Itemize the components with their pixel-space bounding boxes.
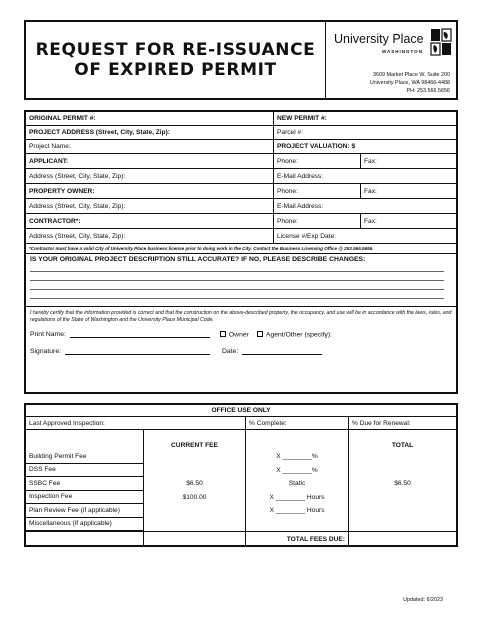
fee-row bbox=[26, 450, 456, 464]
row-applicant-address bbox=[26, 169, 456, 184]
row-contractor-address bbox=[26, 229, 456, 244]
signature-row bbox=[30, 347, 452, 355]
contractor-address-field[interactable]: Address (Street, City, State, Zip): bbox=[26, 229, 274, 243]
fee-calc[interactable]: X ________% bbox=[246, 450, 349, 464]
pct-due-field[interactable]: % Due for Renewal: bbox=[352, 419, 411, 427]
fee-row bbox=[26, 491, 456, 505]
fee-label: Inspection Fee bbox=[26, 491, 144, 505]
form-header bbox=[24, 20, 458, 100]
fee-label: SSBC Fee bbox=[26, 477, 144, 491]
agent-label: Agent/Other (specify): bbox=[265, 331, 333, 339]
spacer-row bbox=[26, 430, 456, 440]
spacer-cell bbox=[144, 430, 246, 440]
signature-label: Signature: bbox=[30, 348, 61, 356]
fee-amount: $100.00 bbox=[144, 491, 246, 505]
logo-text: University Place bbox=[334, 32, 424, 46]
fee-amount bbox=[144, 450, 246, 464]
applicant-email-field[interactable]: E-Mail Address: bbox=[277, 172, 324, 180]
owner-phone-field[interactable]: Phone: bbox=[274, 184, 361, 198]
fee-label: Plan Review Fee (if applicable) bbox=[26, 504, 144, 518]
fee-amount[interactable] bbox=[144, 518, 246, 532]
row-project-name bbox=[26, 140, 456, 154]
owner-email-field[interactable]: E-Mail Address: bbox=[277, 202, 324, 210]
property-owner-field[interactable]: PROPERTY OWNER: bbox=[26, 184, 274, 198]
logo-subtext: WASHINGTON bbox=[382, 49, 423, 54]
spacer-cell bbox=[246, 430, 349, 440]
row-property-owner bbox=[26, 184, 456, 199]
fee-label: Building Permit Fee bbox=[26, 450, 144, 464]
owner-option[interactable] bbox=[220, 331, 249, 339]
project-valuation-field[interactable]: PROJECT VALUATION: $ bbox=[277, 143, 356, 150]
date-input[interactable] bbox=[242, 347, 322, 355]
office-title: OFFICE USE ONLY bbox=[211, 407, 271, 414]
pct-complete-field[interactable]: % Complete: bbox=[246, 417, 349, 429]
owner-fax-field[interactable]: Fax: bbox=[364, 187, 377, 195]
fee-header-blank bbox=[246, 440, 349, 450]
fee-total[interactable] bbox=[349, 491, 456, 505]
inspection-row bbox=[26, 417, 456, 430]
total-fees-row bbox=[26, 531, 456, 546]
applicant-address-field[interactable]: Address (Street, City, State, Zip): bbox=[26, 169, 274, 183]
license-field[interactable]: License #/Exp Date: bbox=[277, 232, 337, 240]
parcel-field[interactable]: Parcel #: bbox=[277, 129, 304, 136]
total-blank bbox=[144, 532, 246, 546]
owner-checkbox[interactable] bbox=[220, 331, 226, 337]
date-label: Date: bbox=[221, 348, 239, 356]
spacer-cell bbox=[349, 430, 456, 440]
last-inspection-field[interactable]: Last Approved Inspection: bbox=[26, 417, 246, 429]
new-permit-field[interactable]: NEW PERMIT #: bbox=[277, 115, 327, 122]
total-header: TOTAL bbox=[391, 441, 414, 449]
description-line[interactable] bbox=[30, 281, 444, 290]
current-fee-header: CURRENT FEE bbox=[144, 440, 246, 450]
applicant-fax-field[interactable]: Fax: bbox=[364, 157, 377, 165]
fee-total[interactable] bbox=[349, 464, 456, 478]
fee-calc: Static bbox=[246, 477, 349, 491]
form-title-line2: OF EXPIRED PERMIT bbox=[74, 60, 277, 80]
form-title-line1: REQUEST FOR RE-ISSUANCE bbox=[35, 40, 316, 60]
description-section bbox=[26, 254, 456, 307]
fee-amount bbox=[144, 504, 246, 518]
applicant-field[interactable]: APPLICANT: bbox=[26, 154, 274, 168]
address-line1: 3609 Market Place W, Suite 200 bbox=[372, 72, 450, 78]
row-permit-numbers bbox=[26, 112, 456, 126]
description-line[interactable] bbox=[30, 263, 444, 272]
description-line[interactable] bbox=[30, 272, 444, 281]
project-name-field[interactable]: Project Name: bbox=[26, 140, 274, 153]
print-name-row bbox=[30, 330, 452, 338]
agent-checkbox[interactable] bbox=[257, 331, 263, 337]
fee-total[interactable] bbox=[349, 518, 456, 532]
print-name-input[interactable] bbox=[70, 330, 210, 338]
address-phone: PH: 253.566.5656 bbox=[406, 88, 450, 94]
row-project-address bbox=[26, 126, 456, 140]
fee-amount: $6.50 bbox=[144, 477, 246, 491]
fee-calc[interactable]: X ________ Hours bbox=[246, 504, 349, 518]
row-applicant bbox=[26, 154, 456, 169]
address-line2: University Place, WA 98466-4488 bbox=[369, 80, 450, 86]
certification-text: I hereby certify that the information provided is correct and that the construction on the above-described property, the occupancy, and use will be in accordance with the laws, rules, and regulations of the State of Washington and the University Place Municipal Code. bbox=[30, 310, 452, 323]
office-title-row bbox=[26, 405, 456, 417]
fee-row bbox=[26, 518, 456, 532]
project-address-field[interactable]: PROJECT ADDRESS (Street, City, State, Zip): bbox=[26, 126, 274, 139]
fee-label: Miscellaneous (if applicable) bbox=[26, 518, 144, 532]
print-name-label: Print Name: bbox=[30, 331, 66, 339]
fee-header-row bbox=[26, 440, 456, 450]
total-blank bbox=[26, 532, 144, 546]
fee-table bbox=[26, 450, 456, 546]
title-box bbox=[26, 22, 326, 98]
row-contractor-note bbox=[26, 244, 456, 254]
fee-row bbox=[26, 464, 456, 478]
agency-address bbox=[370, 71, 450, 95]
contractor-note: *Contractor must have a valid City of University Place business license prior to doing work in the City. Contact the Business Licensing Office @ 253.566.5656. bbox=[29, 246, 374, 251]
contractor-fax-field[interactable]: Fax: bbox=[364, 217, 377, 225]
fee-row bbox=[26, 477, 456, 491]
fee-header-blank bbox=[26, 440, 144, 450]
total-fees-value[interactable] bbox=[349, 532, 456, 546]
original-permit-field[interactable]: ORIGINAL PERMIT #: bbox=[26, 112, 274, 125]
contractor-field[interactable]: CONTRACTOR*: bbox=[26, 214, 274, 228]
agent-option[interactable] bbox=[257, 331, 332, 339]
office-use-section bbox=[24, 403, 458, 547]
fee-total[interactable] bbox=[349, 504, 456, 518]
contractor-phone-field[interactable]: Phone: bbox=[274, 214, 361, 228]
applicant-phone-field[interactable]: Phone: bbox=[274, 154, 361, 168]
spacer-cell bbox=[26, 430, 144, 440]
description-line[interactable] bbox=[30, 290, 444, 299]
row-contractor bbox=[26, 214, 456, 229]
fee-row bbox=[26, 504, 456, 518]
fee-calc[interactable]: X ________ Hours bbox=[246, 491, 349, 505]
description-question: IS YOUR ORIGINAL PROJECT DESCRIPTION STILL ACCURATE? IF NO, PLEASE DESCRIBE CHANGES: bbox=[30, 256, 366, 263]
updated-date: Updated: 6/2023 bbox=[403, 597, 443, 603]
total-fees-label: TOTAL FEES DUE: bbox=[246, 532, 349, 546]
form-title bbox=[36, 40, 316, 80]
fee-total[interactable] bbox=[349, 450, 456, 464]
owner-label: Owner bbox=[228, 331, 249, 339]
fee-label: DSS Fee bbox=[26, 464, 144, 478]
signature-input[interactable] bbox=[65, 347, 210, 355]
fee-amount bbox=[144, 464, 246, 478]
permit-form bbox=[24, 110, 458, 394]
row-owner-address bbox=[26, 199, 456, 214]
leaf-logo-icon bbox=[430, 28, 452, 56]
owner-address-field[interactable]: Address (Street, City, State, Zip): bbox=[26, 199, 274, 213]
fee-calc[interactable]: X ________% bbox=[246, 464, 349, 478]
fee-total: $6.50 bbox=[394, 480, 411, 488]
certification-section bbox=[26, 307, 456, 358]
city-logo bbox=[334, 28, 452, 58]
agency-box bbox=[326, 22, 456, 98]
fee-calc[interactable] bbox=[246, 518, 349, 532]
